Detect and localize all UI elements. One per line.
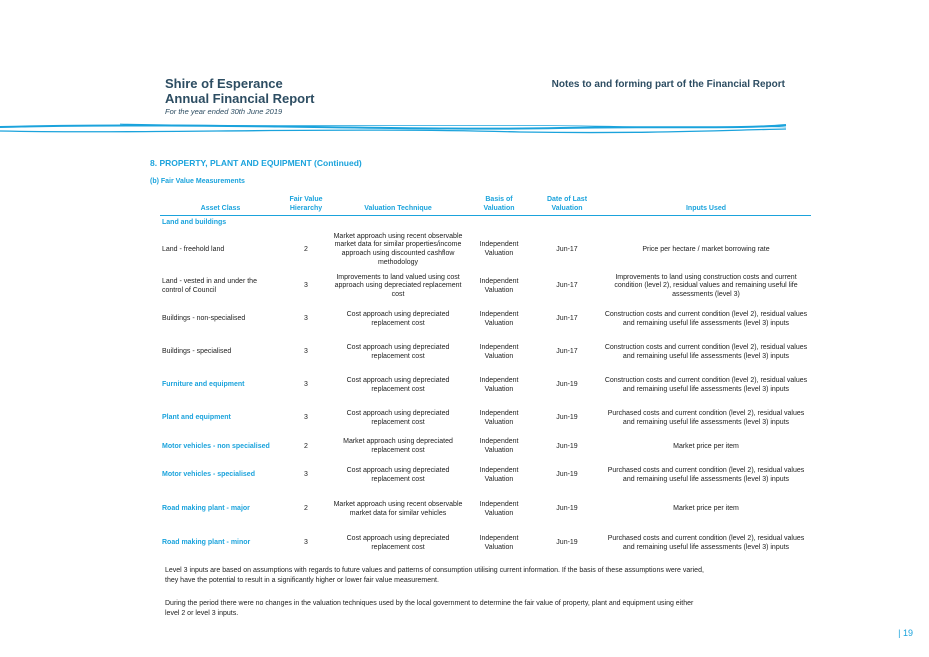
asset-cell: Motor vehicles - specialised xyxy=(162,471,255,479)
inputs-cell: Purchased costs and current condition (level 2), residual values and remaining useful life assessments (level 3) inputs xyxy=(607,466,805,483)
inputs-cell: Market price per item xyxy=(673,505,739,513)
table-row xyxy=(160,270,811,303)
date-cell: Jun-17 xyxy=(556,315,578,323)
hierarchy-cell: 2 xyxy=(304,442,308,450)
asset-cell: Motor vehicles - non specialised xyxy=(162,442,270,450)
date-cell: Jun-19 xyxy=(556,505,578,513)
date-cell: Jun-19 xyxy=(556,539,578,547)
basis-cell: Independent Valuation xyxy=(479,310,519,327)
table-row xyxy=(160,369,811,402)
technique-cell: Cost approach using depreciated replacement cost xyxy=(346,376,450,393)
asset-cell: Plant and equipment xyxy=(162,414,231,422)
hierarchy-cell: 3 xyxy=(304,414,308,422)
col-asset-class: Asset Class xyxy=(160,196,281,216)
fair-value-table xyxy=(160,196,811,560)
basis-cell: Independent Valuation xyxy=(479,241,519,257)
basis-cell: Independent Valuation xyxy=(479,409,519,426)
page-number: | 19 xyxy=(898,628,913,638)
asset-cell: Buildings - non-specialised xyxy=(162,315,246,323)
basis-cell: Independent Valuation xyxy=(479,500,519,517)
technique-cell: Market approach using recent observable market data for similar vehicles xyxy=(333,500,463,517)
table-row xyxy=(160,402,811,435)
note-line: During the period there were no changes in the valuation techniques used by the local government to determine the fair value of property, plant and equipment using either xyxy=(165,600,694,607)
technique-cell: Improvements to land valued using cost approach using depreciated replacement cost xyxy=(334,273,462,298)
basis-cell: Independent Valuation xyxy=(479,534,519,551)
hierarchy-cell: 3 xyxy=(304,282,308,290)
inputs-cell: Construction costs and current condition (level 2), residual values and remaining useful life assessments (level 3) inputs xyxy=(604,310,808,327)
date-cell: Jun-19 xyxy=(556,471,578,479)
inputs-cell: Construction costs and current condition (level 2), residual values and remaining useful life assessments (level 3) inputs xyxy=(604,343,808,360)
date-cell: Jun-19 xyxy=(556,442,578,450)
note-line: level 2 or level 3 inputs. xyxy=(165,610,239,617)
note-line: they have the potential to result in a significantly higher or lower fair value measurement. xyxy=(165,577,439,584)
hierarchy-cell: 3 xyxy=(304,381,308,389)
table-row xyxy=(160,435,811,459)
inputs-cell: Price per hectare / market borrowing rate xyxy=(642,245,770,253)
year-line: For the year ended 30th June 2019 xyxy=(165,107,283,116)
inputs-cell: Purchased costs and current condition (level 2), residual values and remaining useful life assessments (level 3) inputs xyxy=(607,409,805,426)
asset-cell: Land - vested in and under the control of Council xyxy=(162,277,257,294)
table-row xyxy=(160,336,811,369)
date-cell: Jun-17 xyxy=(556,282,578,290)
inputs-cell: Market price per item xyxy=(673,442,739,450)
technique-cell: Cost approach using depreciated replacement cost xyxy=(346,409,450,426)
table-row xyxy=(160,230,811,270)
basis-cell: Independent Valuation xyxy=(479,438,519,454)
hierarchy-cell: 2 xyxy=(304,505,308,513)
asset-cell: Road making plant - minor xyxy=(162,539,251,547)
col-inputs: Inputs Used xyxy=(601,196,811,216)
technique-cell: Market approach using depreciated replacement cost xyxy=(343,438,453,454)
basis-cell: Independent Valuation xyxy=(479,277,519,294)
report-title: Annual Financial Report xyxy=(165,91,315,106)
basis-cell: Independent Valuation xyxy=(479,376,519,393)
basis-cell: Independent Valuation xyxy=(479,343,519,360)
table-row xyxy=(160,492,811,527)
section-title: 8. PROPERTY, PLANT AND EQUIPMENT (Continued) xyxy=(150,158,362,168)
technique-cell: Market approach using recent observable market data for similar properties/income approach using discounted cashflow methodology xyxy=(333,232,463,266)
decorative-swoosh-lines xyxy=(0,118,929,140)
technique-cell: Cost approach using depreciated replacement cost xyxy=(346,343,450,360)
asset-cell: Road making plant - major xyxy=(162,505,250,513)
col-technique: Valuation Technique xyxy=(331,196,465,216)
valuation-note xyxy=(165,599,765,619)
report-header xyxy=(165,76,315,116)
inputs-cell: Purchased costs and current condition (level 2), residual values and remaining useful life assessments (level 3) inputs xyxy=(607,534,805,551)
hierarchy-cell: 3 xyxy=(304,471,308,479)
notes-title: Notes to and forming part of the Financial Report xyxy=(551,79,785,90)
inputs-cell: Improvements to land using construction costs and current condition (level 2), residual values and remaining useful life assessments (level 3) xyxy=(614,273,798,298)
table-header-row xyxy=(160,196,811,216)
note-line: Level 3 inputs are based on assumptions with regards to future values and patterns of consumption utilising current information. If the basis of these assumptions were varied, xyxy=(165,567,704,574)
table-row xyxy=(160,527,811,560)
group-label: Land and buildings xyxy=(162,218,227,226)
date-cell: Jun-19 xyxy=(556,414,578,422)
hierarchy-cell: 2 xyxy=(304,245,308,253)
hierarchy-cell: 3 xyxy=(304,348,308,356)
group-row xyxy=(160,216,811,231)
hierarchy-cell: 3 xyxy=(304,315,308,323)
technique-cell: Cost approach using depreciated replacement cost xyxy=(346,534,450,551)
organisation-name: Shire of Esperance xyxy=(165,76,283,91)
basis-cell: Independent Valuation xyxy=(479,466,519,483)
inputs-cell: Construction costs and current condition (level 2), residual values and remaining useful life assessments (level 3) inputs xyxy=(604,376,808,393)
date-cell: Jun-17 xyxy=(556,245,578,253)
date-cell: Jun-17 xyxy=(556,348,578,356)
level3-note xyxy=(165,566,765,586)
col-basis: Basis of Valuation xyxy=(465,196,533,216)
asset-cell: Land - freehold land xyxy=(162,245,225,253)
table-row xyxy=(160,459,811,492)
technique-cell: Cost approach using depreciated replacement cost xyxy=(346,466,450,483)
asset-cell: Buildings - specialised xyxy=(162,348,232,356)
col-hierarchy: Fair Value Hierarchy xyxy=(281,196,331,216)
technique-cell: Cost approach using depreciated replacement cost xyxy=(346,310,450,327)
col-date: Date of Last Valuation xyxy=(533,196,601,216)
asset-cell: Furniture and equipment xyxy=(162,381,245,389)
date-cell: Jun-19 xyxy=(556,381,578,389)
subsection-title: (b) Fair Value Measurements xyxy=(150,178,245,185)
table-row xyxy=(160,303,811,336)
hierarchy-cell: 3 xyxy=(304,539,308,547)
